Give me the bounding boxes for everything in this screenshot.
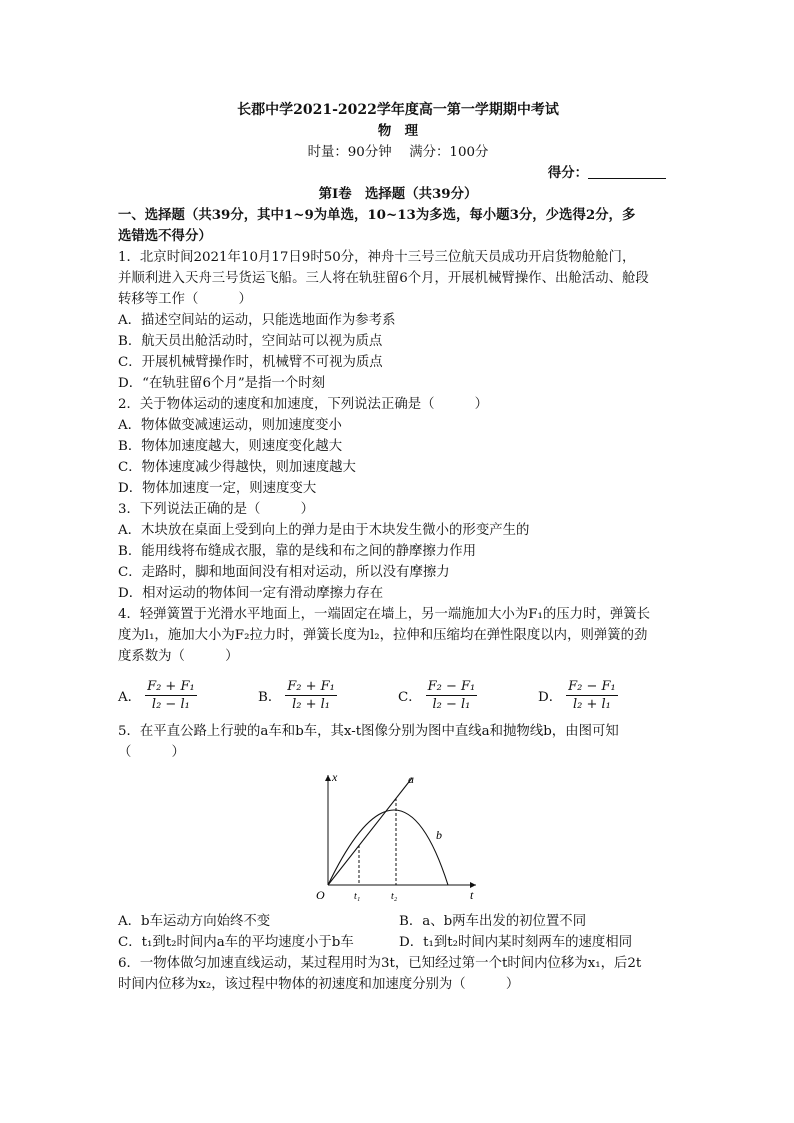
q4-stem-line1: 4．轻弹簧置于光滑水平地面上，一端固定在墙上，另一端施加大小为F₁的压力时，弹簧长 xyxy=(118,607,651,622)
q5-option-b: B．a、b两车出发的初位置不同 xyxy=(399,914,587,929)
t1-label: t₁ xyxy=(354,891,361,902)
q1-option-d: D．“在轨驻留6个月”是指一个时刻 xyxy=(118,376,326,391)
q5-options-row2 xyxy=(118,932,678,953)
q4-option-b-fraction xyxy=(285,679,337,712)
q4-option-a xyxy=(118,679,258,712)
q2-option-c: C．物体速度减少得越快，则加速度越大 xyxy=(118,460,356,475)
q3-stem: 3．下列说法正确的是（ ） xyxy=(118,502,314,517)
section-instructions-1: 一、选择题（共39分，其中1~9为单选，10~13为多选，每小题3分，少选得2分，多 xyxy=(118,207,636,223)
q4-option-d-fraction xyxy=(566,679,618,712)
origin-label: O xyxy=(316,888,325,902)
xt-graph-figure xyxy=(118,769,678,907)
q4-option-a-denominator: l₂ − l₁ xyxy=(151,696,190,712)
q2-option-a: A．物体做变减速运动，则加速度变小 xyxy=(118,418,342,433)
q1-option-b: B．航天员出舱活动时，空间站可以视为质点 xyxy=(118,334,383,349)
subject-title: 物 理 xyxy=(377,123,419,139)
q5-option-c: C．t₁到t₂时间内a车的平均速度小于b车 xyxy=(118,935,354,950)
q5-stem-line2: （ ） xyxy=(118,745,185,760)
q1-stem-line2: 并顺利进入天舟三号货运飞船。三人将在轨驻留6个月，开展机械臂操作、出舱活动、舱段 xyxy=(118,271,649,286)
q5-options-row1 xyxy=(118,911,678,932)
q4-option-b-numerator: F₂ + F₁ xyxy=(287,678,335,694)
q4-option-d-label: D． xyxy=(538,689,563,705)
q4-option-c-label: C． xyxy=(398,689,422,705)
exam-title: 长郡中学2021-2022学年度高一第一学期期中考试 xyxy=(237,102,559,118)
question-4 xyxy=(118,604,678,721)
question-2 xyxy=(118,394,678,499)
parabola-b xyxy=(328,810,448,885)
q2-option-d: D．物体加速度一定，则速度变大 xyxy=(118,481,317,496)
q4-option-a-fraction xyxy=(145,679,197,712)
q4-option-c-denominator: l₂ − l₁ xyxy=(432,696,471,712)
q1-option-c: C．开展机械臂操作时，机械臂不可视为质点 xyxy=(118,355,383,370)
q4-option-a-numerator: F₂ + F₁ xyxy=(147,678,195,694)
q6-stem-line1: 6．一物体做匀加速直线运动，某过程用时为3t，已知经过第一个t时间内位移为x₁，后2t xyxy=(118,956,642,971)
q1-stem-line1: 1．北京时间2021年10月17日9时50分，神舟十三号三位航天员成功开启货物舱舱门， xyxy=(118,250,636,265)
question-6 xyxy=(118,953,678,995)
question-1 xyxy=(118,247,678,394)
q6-stem-line2: 时间内位移为x₂，该过程中物体的初速度和加速度分别为（ ） xyxy=(118,977,520,992)
q2-stem: 2．关于物体运动的速度和加速度，下列说法正确是（ ） xyxy=(118,397,489,412)
q1-option-a: A．描述空间站的运动，只能选地面作为参考系 xyxy=(118,313,396,328)
q4-stem-line2: 度为l₁，施加大小为F₂拉力时，弹簧长度为l₂，拉伸和压缩均在弹性限度以内，则弹簧的劲 xyxy=(118,628,648,643)
line-a xyxy=(328,778,412,885)
time-info: 时量：90分钟 满分：100分 xyxy=(307,145,489,160)
q4-option-c xyxy=(398,679,538,712)
q3-option-b: B．能用线将布缝成衣服，靠的是线和布之间的静摩擦力作用 xyxy=(118,544,476,559)
q4-options xyxy=(118,669,678,721)
q4-option-d-denominator: l₂ + l₁ xyxy=(573,696,611,712)
t2-label: t₂ xyxy=(391,891,398,902)
q4-option-b-label: B． xyxy=(258,689,282,705)
q4-stem-line3: 度系数为（ ） xyxy=(118,649,239,664)
line-a-label: a xyxy=(408,772,414,786)
q4-option-c-numerator: F₂ − F₁ xyxy=(427,678,476,694)
q5-option-d: D．t₁到t₂时间内某时刻两车的速度相同 xyxy=(399,935,633,950)
q4-option-d-numerator: F₂ − F₁ xyxy=(568,678,616,694)
question-3 xyxy=(118,499,678,604)
q3-option-d: D．相对运动的物体间一定有滑动摩擦力存在 xyxy=(118,586,384,601)
q4-option-c-fraction xyxy=(426,679,478,712)
q3-option-a: A．木块放在桌面上受到向上的弹力是由于木块发生微小的形变产生的 xyxy=(118,523,530,538)
parabola-b-label: b xyxy=(436,828,442,842)
q4-option-d xyxy=(538,679,678,712)
score-blank xyxy=(588,164,666,179)
q4-option-b xyxy=(258,679,398,712)
part1-title: 第Ⅰ卷 选择题（共39分） xyxy=(318,186,478,202)
q3-option-c: C．走路时，脚和地面间没有相对运动，所以没有摩擦力 xyxy=(118,565,450,580)
t-axis-label: t xyxy=(470,888,474,902)
q4-option-b-denominator: l₂ + l₁ xyxy=(292,696,330,712)
q1-stem-line3: 转移等工作（ ） xyxy=(118,292,252,307)
x-axis-label: x xyxy=(332,770,338,784)
exam-page xyxy=(118,100,678,995)
score-label: 得分： xyxy=(547,165,588,181)
question-5 xyxy=(118,721,678,953)
score-field xyxy=(118,163,678,184)
q4-option-a-label: A． xyxy=(118,689,142,705)
q2-option-b: B．物体加速度越大，则速度变化越大 xyxy=(118,439,343,454)
xt-graph xyxy=(308,769,488,905)
q5-option-a: A．b车运动方向始终不变 xyxy=(118,914,271,929)
q5-stem-line1: 5．在平直公路上行驶的a车和b车，其x-t图像分别为图中直线a和抛物线b，由图可知 xyxy=(118,724,619,739)
section-instructions-2: 选错选不得分） xyxy=(118,228,212,244)
